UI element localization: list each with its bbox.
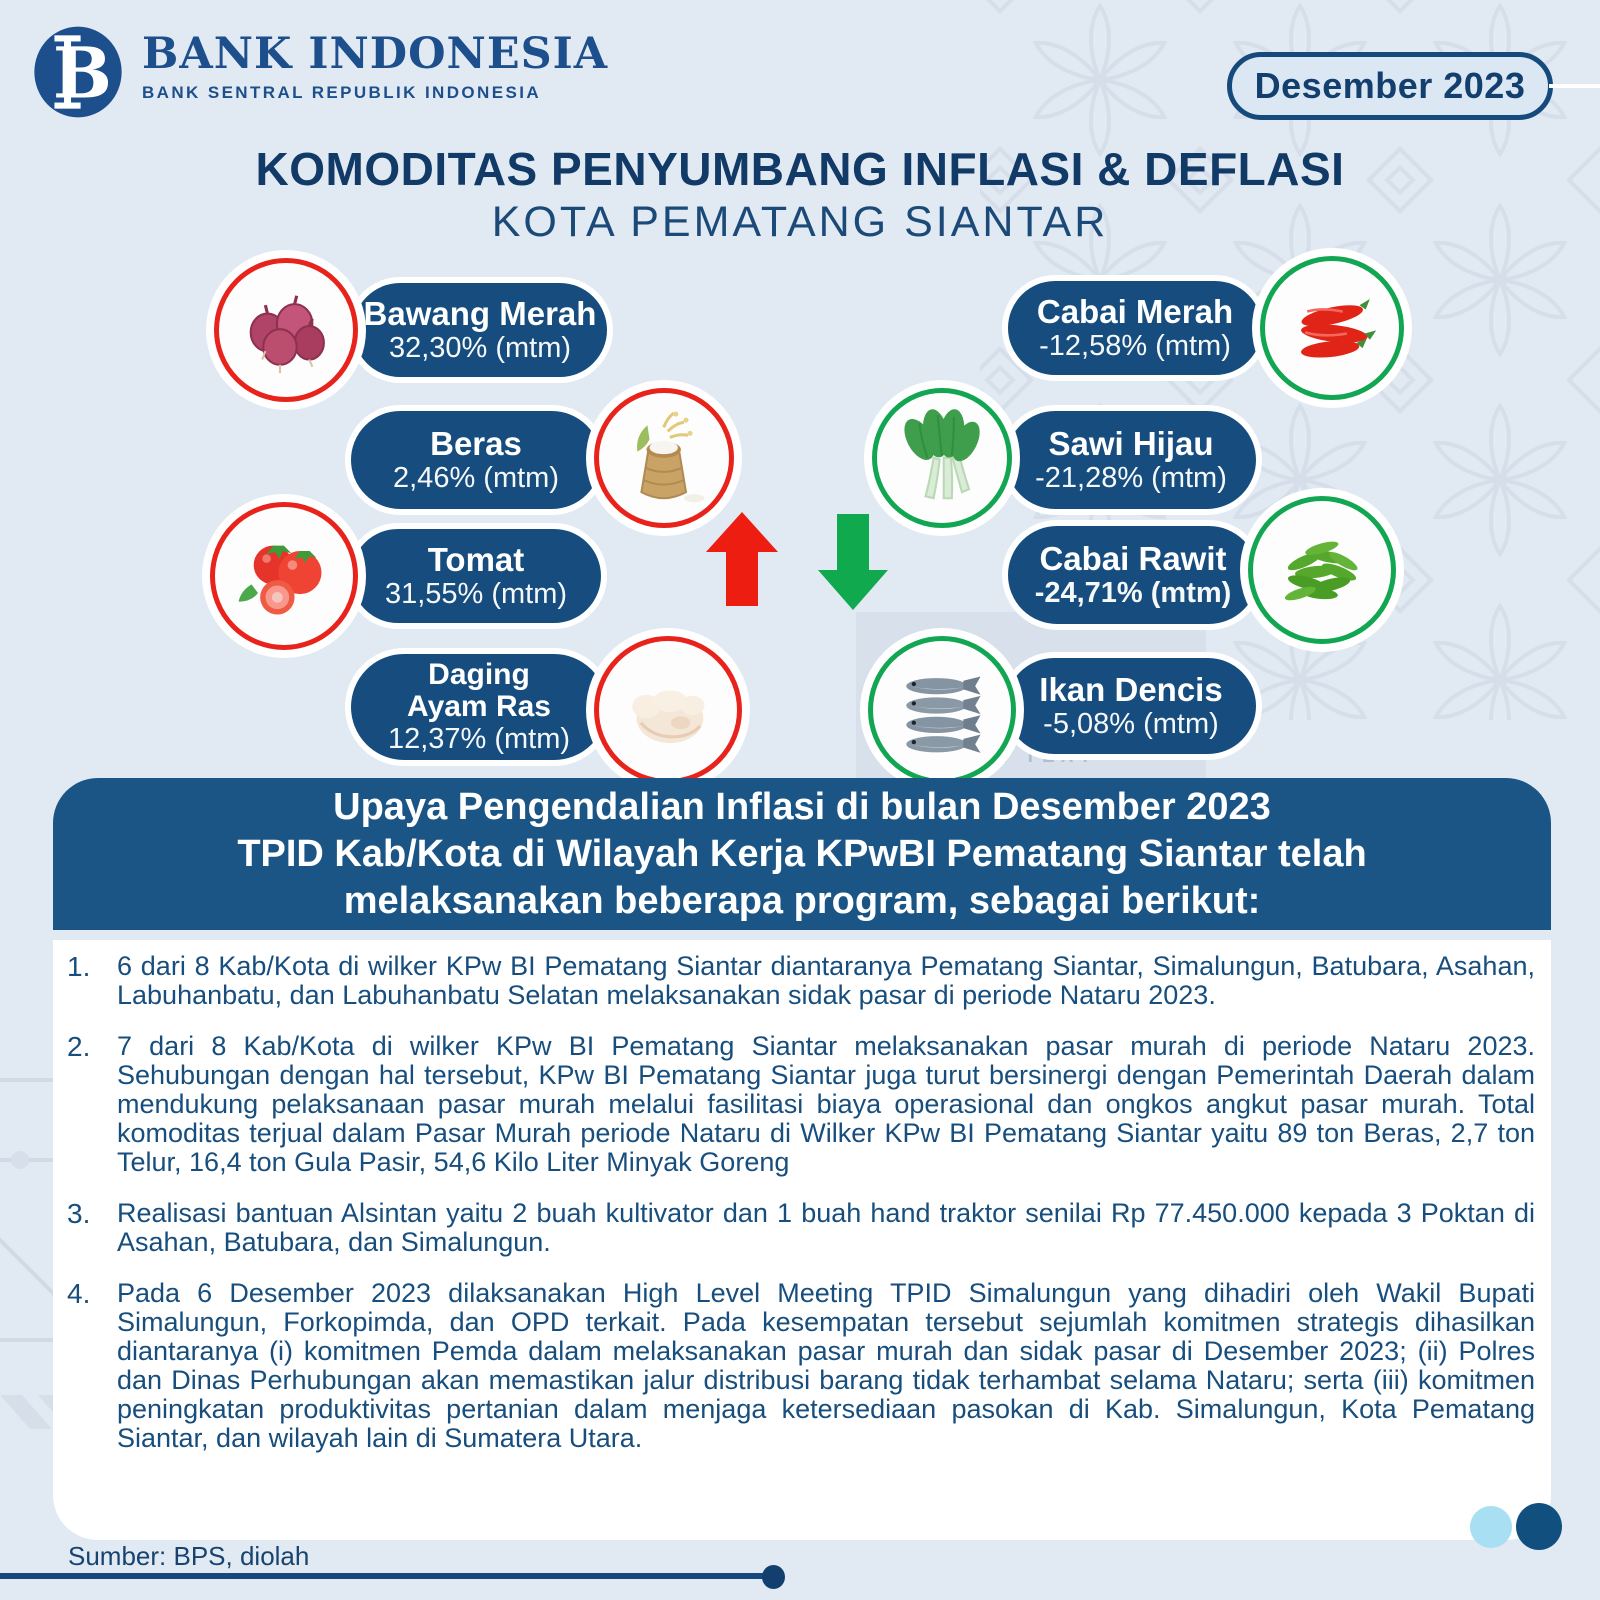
accent-dot-dark	[1516, 1503, 1562, 1550]
green-mustard-icon	[891, 407, 992, 508]
inflation-up-arrow-icon	[706, 512, 778, 606]
program-number: 3.	[67, 1198, 91, 1229]
commodity-value: -12,58% (mtm)	[1039, 330, 1231, 362]
commodity-name: Daging Ayam Ras	[407, 658, 551, 723]
shallots-icon	[234, 278, 339, 383]
program-item-4	[67, 1279, 1535, 1453]
program-text: Pada 6 Desember 2023 dilaksanakan High Level Meeting TPID Simalungun yang dihadiri oleh Wakil Bupati Simalungun, Forkopimda, dan OPD terkait. Pada kesempatan tersebut sejumlah komitmen strategis dihasilkan diantaranya (i) komitmen Pemda dalam melaksanakan pasar murah dan sidak pasar di Desember 2023; (ii) Polres dan Dinas Perhubungan akan memastikan jalur distribusi barang tidak terhambat selama Nataru; serta (iii) komitmen peningkatan produktivitas pertanian dalam menjaga ketersediaan pasokan di Kab. Simalungun, Kota Pematang Siantar, dan wilayah lain di Sumatera Utara.	[117, 1278, 1535, 1453]
sardine-fish-icon	[888, 656, 996, 764]
commodity-pill-bawang-merah	[347, 277, 613, 383]
banner-line-1: Upaya Pengendalian Inflasi di bulan Desember 2023	[333, 785, 1271, 828]
commodity-value: 12,37% (mtm)	[387, 723, 571, 755]
program-number: 1.	[67, 951, 91, 982]
source-underline	[0, 1573, 770, 1579]
programs-panel	[53, 940, 1551, 1540]
logo-subtitle: BANK SENTRAL REPUBLIK INDONESIA	[142, 83, 541, 102]
commodity-name: Cabai Merah	[1036, 293, 1234, 330]
source-label: Sumber: BPS, diolah	[68, 1541, 310, 1571]
commodity-photo-tomat	[210, 502, 358, 650]
commodity-photo-ikan-dencis	[868, 636, 1016, 784]
commodity-name: Cabai Rawit	[1039, 540, 1227, 577]
program-item-3	[67, 1199, 1535, 1257]
commodity-pill-cabai-merah	[1002, 275, 1268, 381]
banner-line-2: TPID Kab/Kota di Wilayah Kerja KPwBI Pematang Siantar telah	[237, 832, 1367, 875]
deflation-down-arrow-icon	[818, 514, 888, 610]
program-item-2	[67, 1032, 1535, 1177]
commodity-name: Tomat	[427, 541, 525, 578]
commodity-photo-daging-ayam-ras	[594, 636, 742, 784]
badge-connector-line	[1549, 84, 1600, 88]
chicken-icon	[614, 656, 722, 764]
program-number: 4.	[67, 1278, 91, 1309]
commodity-value: -24,71% (mtm)	[1034, 577, 1232, 609]
commodity-pill-sawi-hijau	[1000, 405, 1262, 515]
page-subtitle: KOTA PEMATANG SIANTAR	[491, 198, 1109, 246]
commodity-value: 2,46% (mtm)	[393, 462, 559, 494]
commodity-pill-ikan-dencis	[1000, 652, 1262, 760]
programs-banner	[53, 778, 1551, 930]
bank-indonesia-logo-icon	[30, 22, 126, 122]
green-chili-icon	[1268, 516, 1376, 624]
commodity-value: 32,30% (mtm)	[388, 332, 572, 364]
program-text: 6 dari 8 Kab/Kota di wilker KPw BI Pematang Siantar diantaranya Pematang Siantar, Simalungun, Batubara, Asahan, Labuhanbatu, dan Labuhanbatu Selatan melaksanakan sidak pasar di periode Nataru 2023.	[117, 951, 1535, 1010]
page-title: KOMODITAS PENYUMBANG INFLASI & DEFLASI	[255, 143, 1345, 195]
logo-title: BANK INDONESIA	[142, 29, 609, 79]
commodity-name: Sawi Hijau	[1048, 425, 1214, 462]
accent-dot-light	[1470, 1506, 1512, 1548]
rice-sack-icon	[613, 407, 714, 508]
commodity-pill-cabai-rawit	[1002, 520, 1264, 630]
commodity-photo-sawi-hijau	[872, 388, 1012, 528]
program-text: Realisasi bantuan Alsintan yaitu 2 buah kultivator dan 1 buah hand traktor senilai Rp 77.450.000 kepada 3 Poktan di Asahan, Batubara, dan Simalungun.	[117, 1198, 1535, 1257]
commodity-pill-daging-ayam-ras	[345, 648, 613, 766]
commodity-photo-cabai-merah	[1260, 256, 1404, 400]
commodity-value: 31,55% (mtm)	[384, 578, 568, 610]
program-item-1	[67, 952, 1535, 1010]
commodity-pill-tomat	[345, 523, 607, 629]
commodity-name: Ikan Dencis	[1039, 671, 1223, 708]
svg-text:B: B	[52, 32, 112, 115]
banner-line-3: melaksanakan beberapa program, sebagai berikut:	[343, 879, 1261, 922]
commodity-photo-bawang-merah	[214, 258, 358, 402]
commodity-pill-beras	[345, 405, 607, 515]
commodity-photo-beras	[594, 388, 734, 528]
commodity-name: Beras	[430, 425, 522, 462]
red-chili-icon	[1280, 276, 1385, 381]
commodity-value: -21,28% (mtm)	[1035, 462, 1227, 494]
tomatoes-icon	[230, 522, 338, 630]
commodity-value: -5,08% (mtm)	[1043, 708, 1219, 740]
program-number: 2.	[67, 1031, 91, 1062]
commodity-name: Bawang Merah	[363, 295, 597, 332]
source-underline-dot	[762, 1565, 785, 1589]
program-text: 7 dari 8 Kab/Kota di wilker KPw BI Pematang Siantar melaksanakan pasar murah di periode Nataru 2023. Sehubungan dengan hal tersebut, KPw BI Pematang Siantar juga turut bersinergi dengan Pemerintah Daerah dalam mendukung pelaksanaan pasar murah melalui fasilitasi biaya operasional dan ongkos angkut pasar murah. Total komoditas terjual dalam Pasar Murah periode Nataru di Wilker KPw BI Pematang Siantar yaitu 89 ton Beras, 2,7 ton Telur, 16,4 ton Gula Pasir, 54,6 Kilo Liter Minyak Goreng	[117, 1031, 1535, 1177]
period-badge: Desember 2023	[1227, 52, 1553, 120]
commodity-photo-cabai-rawit	[1248, 496, 1396, 644]
